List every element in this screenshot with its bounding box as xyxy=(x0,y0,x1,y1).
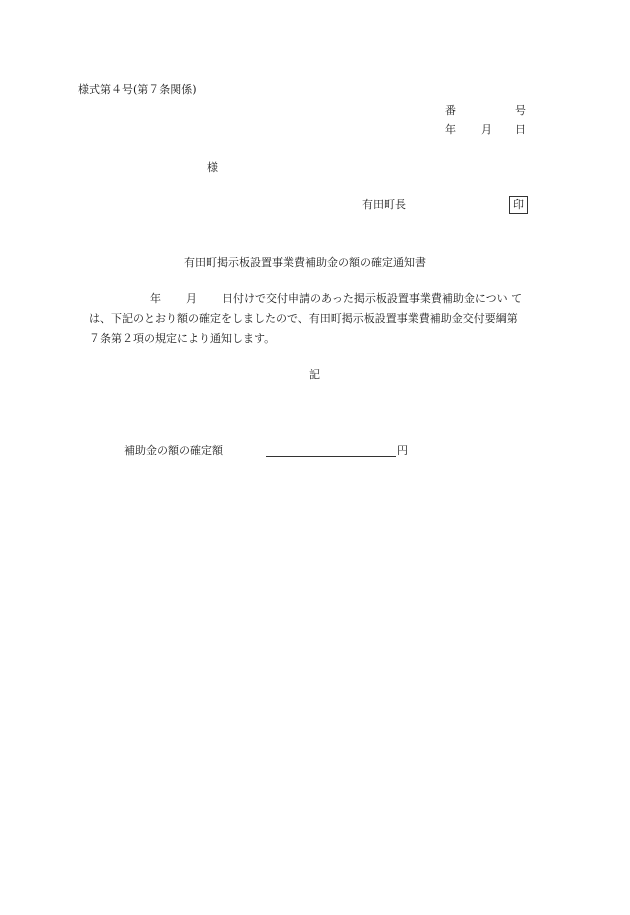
seal-box: 印 xyxy=(509,196,528,214)
ki-heading: 記 xyxy=(309,368,320,381)
date-month-label: 月 xyxy=(481,123,492,136)
body-month-label: 月 xyxy=(186,292,197,305)
body-line-1-text: 日付けで交付申請のあった掲示板設置事業費補助金につい て xyxy=(222,292,523,305)
document-number-suffix: 号 xyxy=(515,104,526,117)
amount-unit: 円 xyxy=(397,444,408,457)
amount-label: 補助金の額の確定額 xyxy=(124,444,223,457)
issuer-name: 有田町長 xyxy=(362,198,406,211)
body-line-3: ７条第２項の規定により通知します。 xyxy=(89,332,276,345)
amount-blank-line xyxy=(266,456,396,457)
form-number-label: 様式第４号(第７条関係) xyxy=(78,83,197,96)
body-year-label: 年 xyxy=(150,292,161,305)
document-title: 有田町掲示板設置事業費補助金の額の確定通知書 xyxy=(184,256,426,269)
date-day-label: 日 xyxy=(515,123,526,136)
addressee-honorific: 様 xyxy=(207,161,218,174)
date-year-label: 年 xyxy=(445,123,456,136)
document-number-label: 番 xyxy=(445,104,456,117)
body-line-2: は、下記のとおり額の確定をしましたので、有田町掲示板設置事業費補助金交付要綱第 xyxy=(89,312,518,325)
